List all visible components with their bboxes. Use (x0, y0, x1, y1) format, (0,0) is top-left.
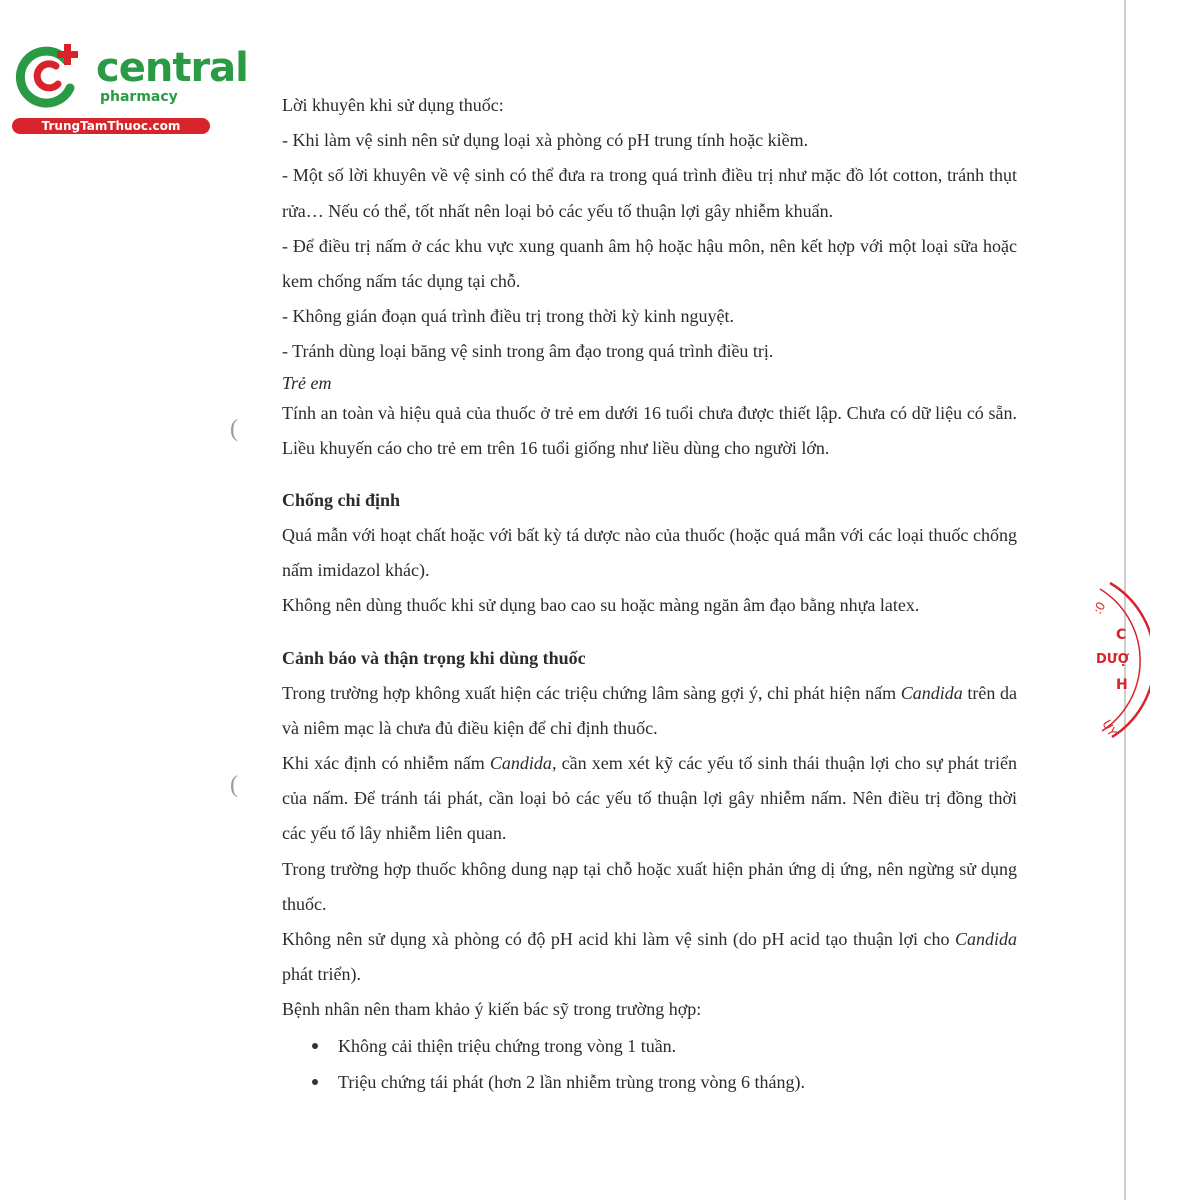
consult-doctor-list (282, 1028, 1017, 1100)
list-item: Không cải thiện triệu chứng trong vòng 1 tuần. (282, 1028, 1017, 1064)
advice-item: - Tránh dùng loại băng vệ sinh trong âm đạo trong quá trình điều trị. (282, 341, 774, 362)
document-body (282, 88, 1017, 1100)
warning-paragraph: Trong trường hợp không xuất hiện các triệu chứng lâm sàng gợi ý, chỉ phát hiện nấm Candida trên da và niêm mạc là chưa đủ điều kiện để chỉ định thuốc. (282, 682, 1017, 738)
svg-text:DƯỢ: DƯỢ (1096, 652, 1130, 667)
advice-item: - Không gián đoạn quá trình điều trị trong thời kỳ kinh nguyệt. (282, 306, 734, 327)
red-stamp-seal (1090, 575, 1150, 745)
advice-item: - Một số lời khuyên về vệ sinh có thể đưa ra trong quá trình điều trị như mặc đồ lót cotton, tránh thụt rửa… Nếu có thể, tốt nhất nên loại bỏ các yếu tố thuận lợi gây nhiễm khuẩn. (282, 165, 1017, 221)
advice-item: - Khi làm vệ sinh nên sử dụng loại xà phòng có pH trung tính hoặc kiềm. (282, 130, 809, 151)
children-heading: Trẻ em (282, 372, 332, 393)
list-item: Triệu chứng tái phát (hơn 2 lần nhiễm trùng trong vòng 6 tháng). (282, 1064, 1017, 1100)
margin-mark: ( (230, 416, 238, 442)
warning-paragraph: Không nên sử dụng xà phòng có độ pH acid khi làm vệ sinh (do pH acid tạo thuận lợi cho Candida phát triển). (282, 929, 1017, 985)
contraindications-heading: Chống chỉ định (282, 490, 401, 511)
warning-paragraph: Trong trường hợp thuốc không dung nạp tại chỗ hoặc xuất hiện phản ứng dị ứng, nên ngừng sử dụng thuốc. (282, 858, 1017, 914)
margin-mark: ( (230, 772, 238, 798)
logo-subtitle: pharmacy (100, 89, 178, 105)
children-paragraph: Tính an toàn và hiệu quả của thuốc ở trẻ em dưới 16 tuổi chưa được thiết lập. Chưa có dữ liệu có sẵn. Liều khuyến cáo cho trẻ em trên 16 tuổi giống như liều dùng cho người lớn. (282, 402, 1017, 458)
logo-title: central (96, 45, 248, 91)
warning-paragraph: Bệnh nhân nên tham khảo ý kiến bác sỹ trong trường hợp: (282, 999, 702, 1020)
warning-paragraph: Khi xác định có nhiễm nấm Candida, cần xem xét kỹ các yếu tố sinh thái thuận lợi cho sự phát triển của nấm. Để tránh tái phát, cần loại bỏ các yếu tố thuận lợi gây nhiễm nấm. Nên điều trị đồng thời các yếu tố lây nhiễm liên quan. (282, 753, 1017, 844)
advice-item: - Để điều trị nấm ở các khu vực xung quanh âm hộ hoặc hậu môn, nên kết hợp với một loại sữa hoặc kem chống nấm tác dụng tại chỗ. (282, 235, 1017, 292)
pharmacy-cross-icon (12, 40, 84, 112)
svg-text:H: H (1116, 677, 1128, 693)
logo-site-url: TrungTamThuoc.com (12, 118, 210, 134)
central-pharmacy-logo (10, 38, 248, 138)
svg-text::0: :0 (1090, 599, 1109, 617)
contraindication-paragraph: Không nên dùng thuốc khi sử dụng bao cao su hoặc màng ngăn âm đạo bằng nhựa latex. (282, 595, 920, 616)
contraindication-paragraph: Quá mẫn với hoạt chất hoặc với bất kỳ tá dược nào của thuốc (hoặc quá mẫn với các loại thuốc chống nấm imidazol khác). (282, 525, 1017, 581)
warnings-heading: Cảnh báo và thận trọng khi dùng thuốc (282, 647, 586, 668)
advice-heading: Lời khuyên khi sử dụng thuốc: (282, 95, 504, 115)
svg-text:C: C (1116, 627, 1127, 643)
svg-text:UY: UY (1099, 717, 1120, 739)
